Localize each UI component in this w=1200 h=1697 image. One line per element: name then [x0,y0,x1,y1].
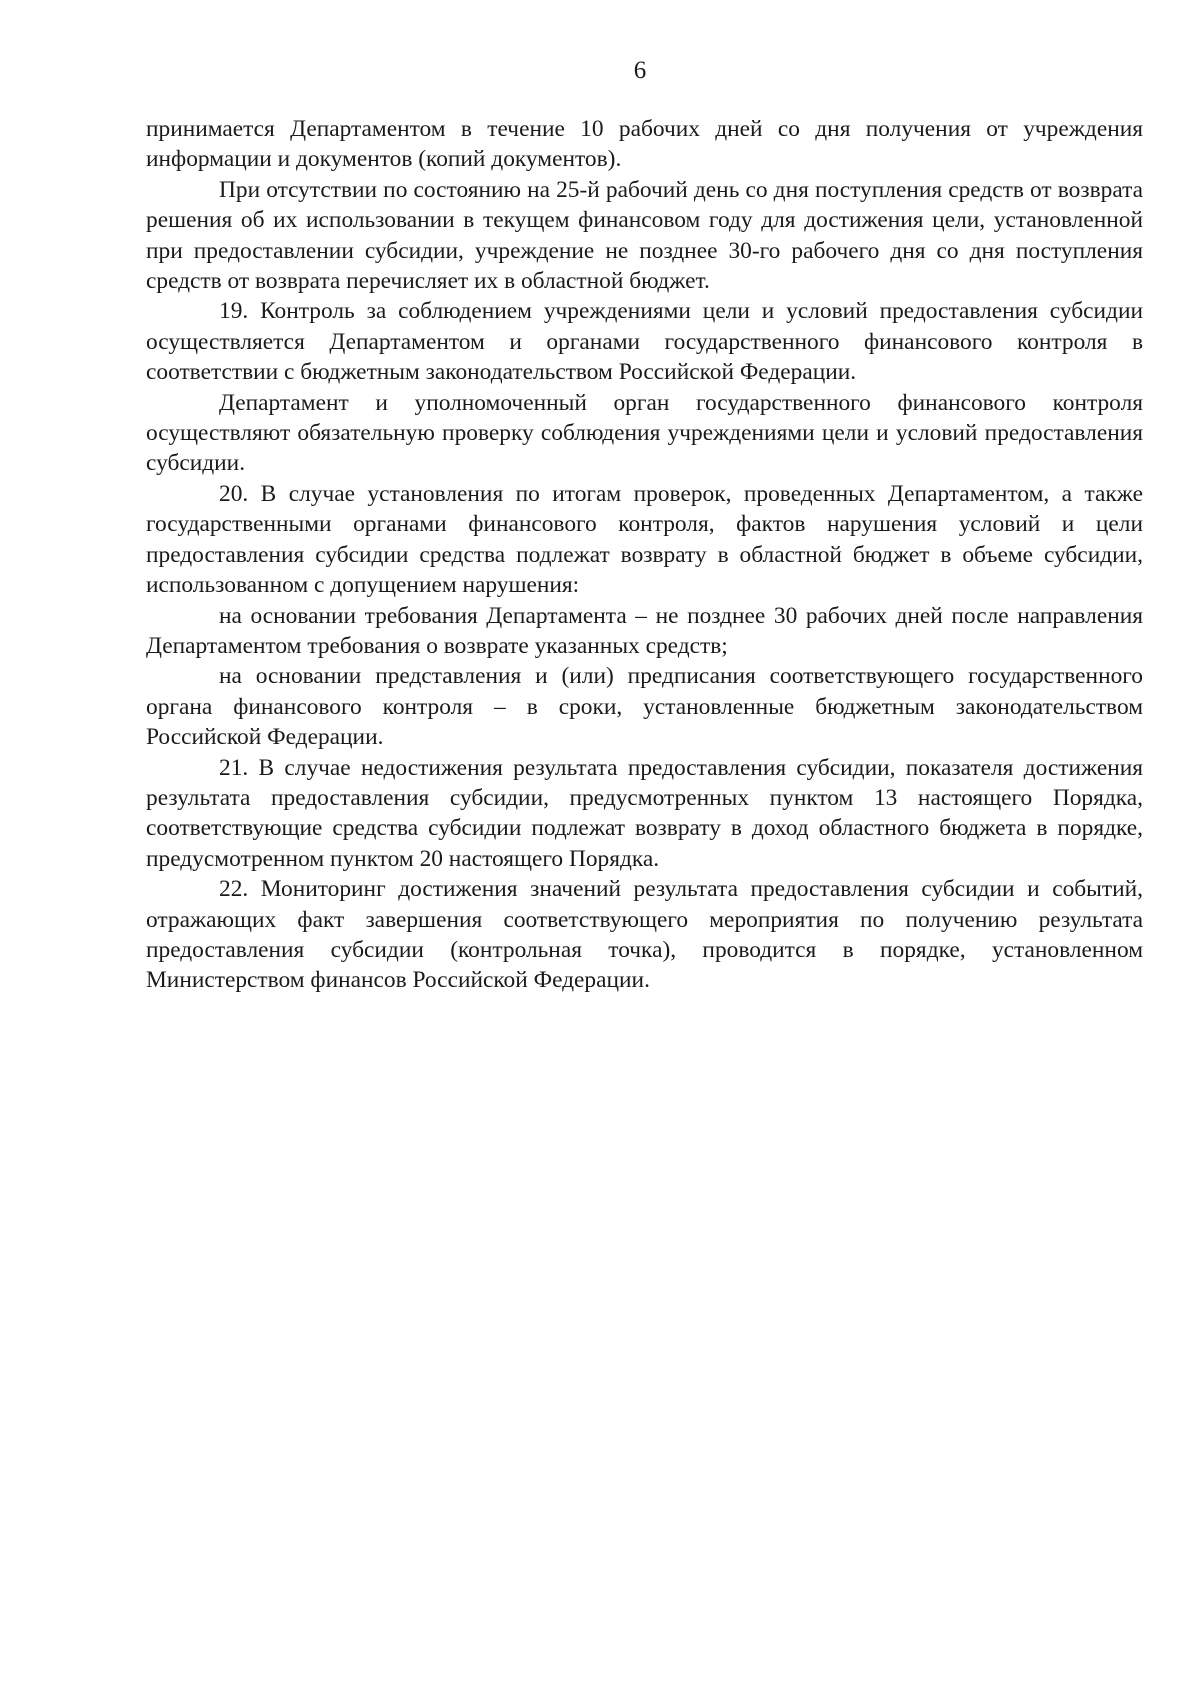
paragraph-return-funds: При отсутствии по состоянию на 25-й рабочий день со дня поступления средств от возврата решения об их использовании в текущем финансовом году для достижения цели, установленной при предоставлении субсидии, учреждение не позднее 30-го рабочего дня со дня поступления средств от возврата перечисляет их в областной бюджет. [146,176,1143,295]
paragraph-continuation: принимается Департаментом в течение 10 рабочих дней со дня получения от учреждения информации и документов (копий документов). [146,116,1143,173]
page-number: 6 [633,57,647,84]
paragraph-verification: Департамент и уполномоченный орган государственного финансового контроля осуществляют обязательную проверку соблюдения учреждениями цели и условий предоставления субсидии. [146,389,1143,477]
paragraph-21: 21. В случае недостижения результата предоставления субсидии, показателя достижения результата предоставления субсидии, предусмотренных пунктом 13 настоящего Порядка, соответствующие средства субсидии подлежат возврату в доход областного бюджета в порядке, предусмотренном пунктом 20 настоящего Порядка. [146,754,1143,872]
paragraph-20: 20. В случае установления по итогам проверок, проведенных Департаментом, а также государственными органами финансового контроля, фактов нарушения условий и цели предоставления субсидии средства подлежат возврату в областной бюджет в объеме субсидии, использованном с допущением нарушения: [146,480,1143,599]
paragraph-20-prescription: на основании представления и (или) предписания соответствующего государственного органа финансового контроля – в сроки, установленные бюджетным законодательством Российской Федерации. [146,663,1143,751]
paragraph-19: 19. Контроль за соблюдением учреждениями цели и условий предоставления субсидии осуществляется Департаментом и органами государственного финансового контроля в соответствии с бюджетным законодательством Российской Федерации. [146,298,1143,386]
paragraph-22: 22. Мониторинг достижения значений результата предоставления субсидии и событий, отражающих факт завершения соответствующего мероприятия по получению результата предоставления субсидии (контрольная точка), проводится в порядке, установленном Министерством финансов Российской Федерации. [146,876,1143,994]
document-body [146,114,1143,996]
paragraph-20-requirement: на основании требования Департамента – не позднее 30 рабочих дней после направления Департаментом требования о возврате указанных средств; [146,602,1143,659]
